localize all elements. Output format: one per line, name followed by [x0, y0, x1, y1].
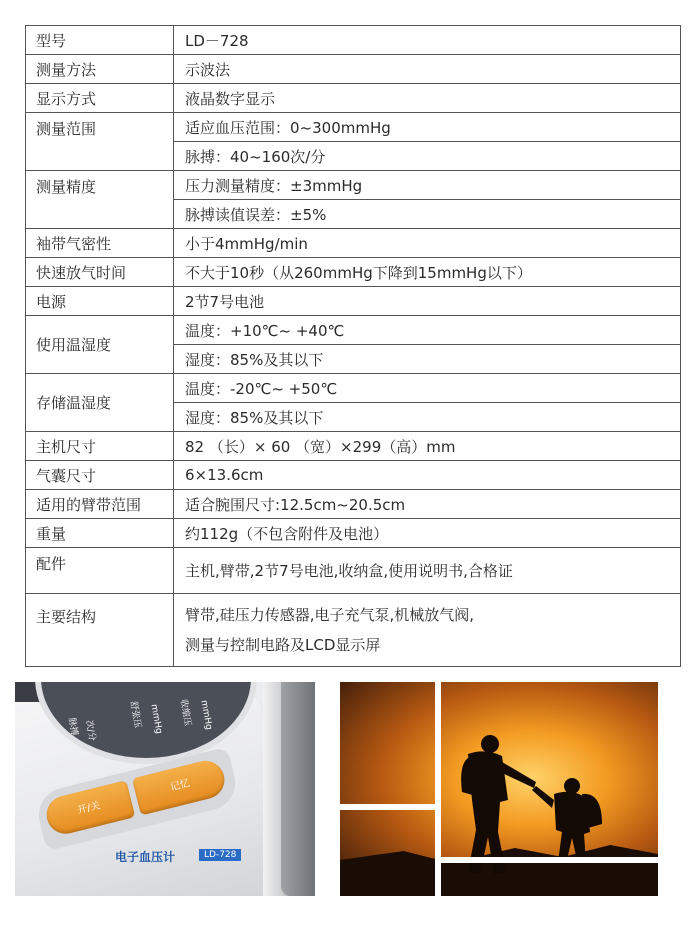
spec-row-method	[26, 55, 681, 84]
spec-value: 82 （长）× 60 （宽）×299（高）mm	[174, 432, 681, 461]
spec-value-multiline	[174, 594, 681, 667]
spec-row-accuracy	[26, 171, 681, 200]
spec-row-unit-size	[26, 432, 681, 461]
spec-value: 压力测量精度：±3mmHg	[174, 171, 681, 200]
spec-value: 温度：-20℃~ +50℃	[174, 374, 681, 403]
spec-key: 使用温湿度	[26, 316, 174, 374]
spec-key: 显示方式	[26, 84, 174, 113]
spec-value: 2节7号电池	[174, 287, 681, 316]
spec-key: 快速放气时间	[26, 258, 174, 287]
hikers-silhouette	[340, 682, 658, 896]
spec-row-band-range	[26, 490, 681, 519]
spec-key: 适用的臂带范围	[26, 490, 174, 519]
spec-value: 脉搏：40~160次/分	[174, 142, 681, 171]
spec-row-structure	[26, 594, 681, 667]
spec-value: 6×13.6cm	[174, 461, 681, 490]
spec-value: 温度：+10℃~ +40℃	[174, 316, 681, 345]
power-button: 开/关	[43, 780, 136, 838]
spec-key: 重量	[26, 519, 174, 548]
spec-value: LD－728	[174, 26, 681, 55]
spec-key: 型号	[26, 26, 174, 55]
spec-value: 不大于10秒（从260mmHg下降到15mmHg以下）	[174, 258, 681, 287]
dial-unit-systolic: mmHg	[198, 699, 214, 731]
spec-value: 小于4mmHg/min	[174, 229, 681, 258]
spec-row-display	[26, 84, 681, 113]
photo-divider	[340, 804, 435, 810]
spec-row-storage-env	[26, 374, 681, 403]
device-model-badge: LD-728	[199, 849, 241, 861]
spec-key: 气囊尺寸	[26, 461, 174, 490]
spec-key: 袖带气密性	[26, 229, 174, 258]
spec-value: 液晶数字显示	[174, 84, 681, 113]
dial-label-systolic: 收缩压	[177, 698, 193, 727]
dial-label-diastolic: 舒张压	[127, 700, 143, 729]
photo-divider	[441, 857, 658, 863]
spec-key: 主要结构	[26, 594, 174, 667]
dial-unit-pulse: 次/分	[83, 719, 97, 742]
spec-row-model	[26, 26, 681, 55]
photo-divider	[435, 682, 441, 896]
spec-key: 测量精度	[26, 171, 174, 229]
spec-row-deflation	[26, 258, 681, 287]
spec-value: 湿度：85%及其以下	[174, 403, 681, 432]
spec-value-line: 臂带,硅压力传感器,电子充气泵,机械放气阀,	[185, 606, 475, 624]
dial-unit-diastolic: mmHg	[148, 703, 164, 735]
spec-table	[25, 25, 681, 667]
spec-key: 存储温湿度	[26, 374, 174, 432]
device-photo	[15, 682, 315, 896]
product-photos	[0, 682, 700, 896]
memory-button: 记忆	[132, 757, 229, 816]
spec-row-range	[26, 113, 681, 142]
sunset-hikers-photo	[340, 682, 658, 896]
spec-key: 电源	[26, 287, 174, 316]
spec-row-accessories	[26, 548, 681, 594]
spec-row-bladder-size	[26, 461, 681, 490]
spec-row-weight	[26, 519, 681, 548]
spec-key: 主机尺寸	[26, 432, 174, 461]
spec-value: 湿度：85%及其以下	[174, 345, 681, 374]
spec-value: 主机,臂带,2节7号电池,收纳盒,使用说明书,合格证	[174, 548, 681, 594]
spec-value-line: 测量与控制电路及LCD显示屏	[185, 636, 381, 654]
spec-value: 适合腕围尺寸:12.5cm~20.5cm	[174, 490, 681, 519]
spec-key: 测量方法	[26, 55, 174, 84]
spec-value: 示波法	[174, 55, 681, 84]
cuff-strap	[281, 682, 315, 896]
device-brand-label: 电子血压计	[115, 850, 176, 864]
spec-row-cuff-airtight	[26, 229, 681, 258]
spec-value: 约112g（不包含附件及电池）	[174, 519, 681, 548]
spec-value: 适应血压范围：0~300mmHg	[174, 113, 681, 142]
spec-row-power	[26, 287, 681, 316]
spec-value: 脉搏读值误差：±5%	[174, 200, 681, 229]
device-body	[15, 682, 263, 896]
spec-key: 配件	[26, 548, 174, 594]
spec-key: 测量范围	[26, 113, 174, 171]
dial-label-pulse: 脉搏	[66, 717, 80, 737]
wrist-cuff	[263, 682, 315, 896]
spec-row-operating-env	[26, 316, 681, 345]
